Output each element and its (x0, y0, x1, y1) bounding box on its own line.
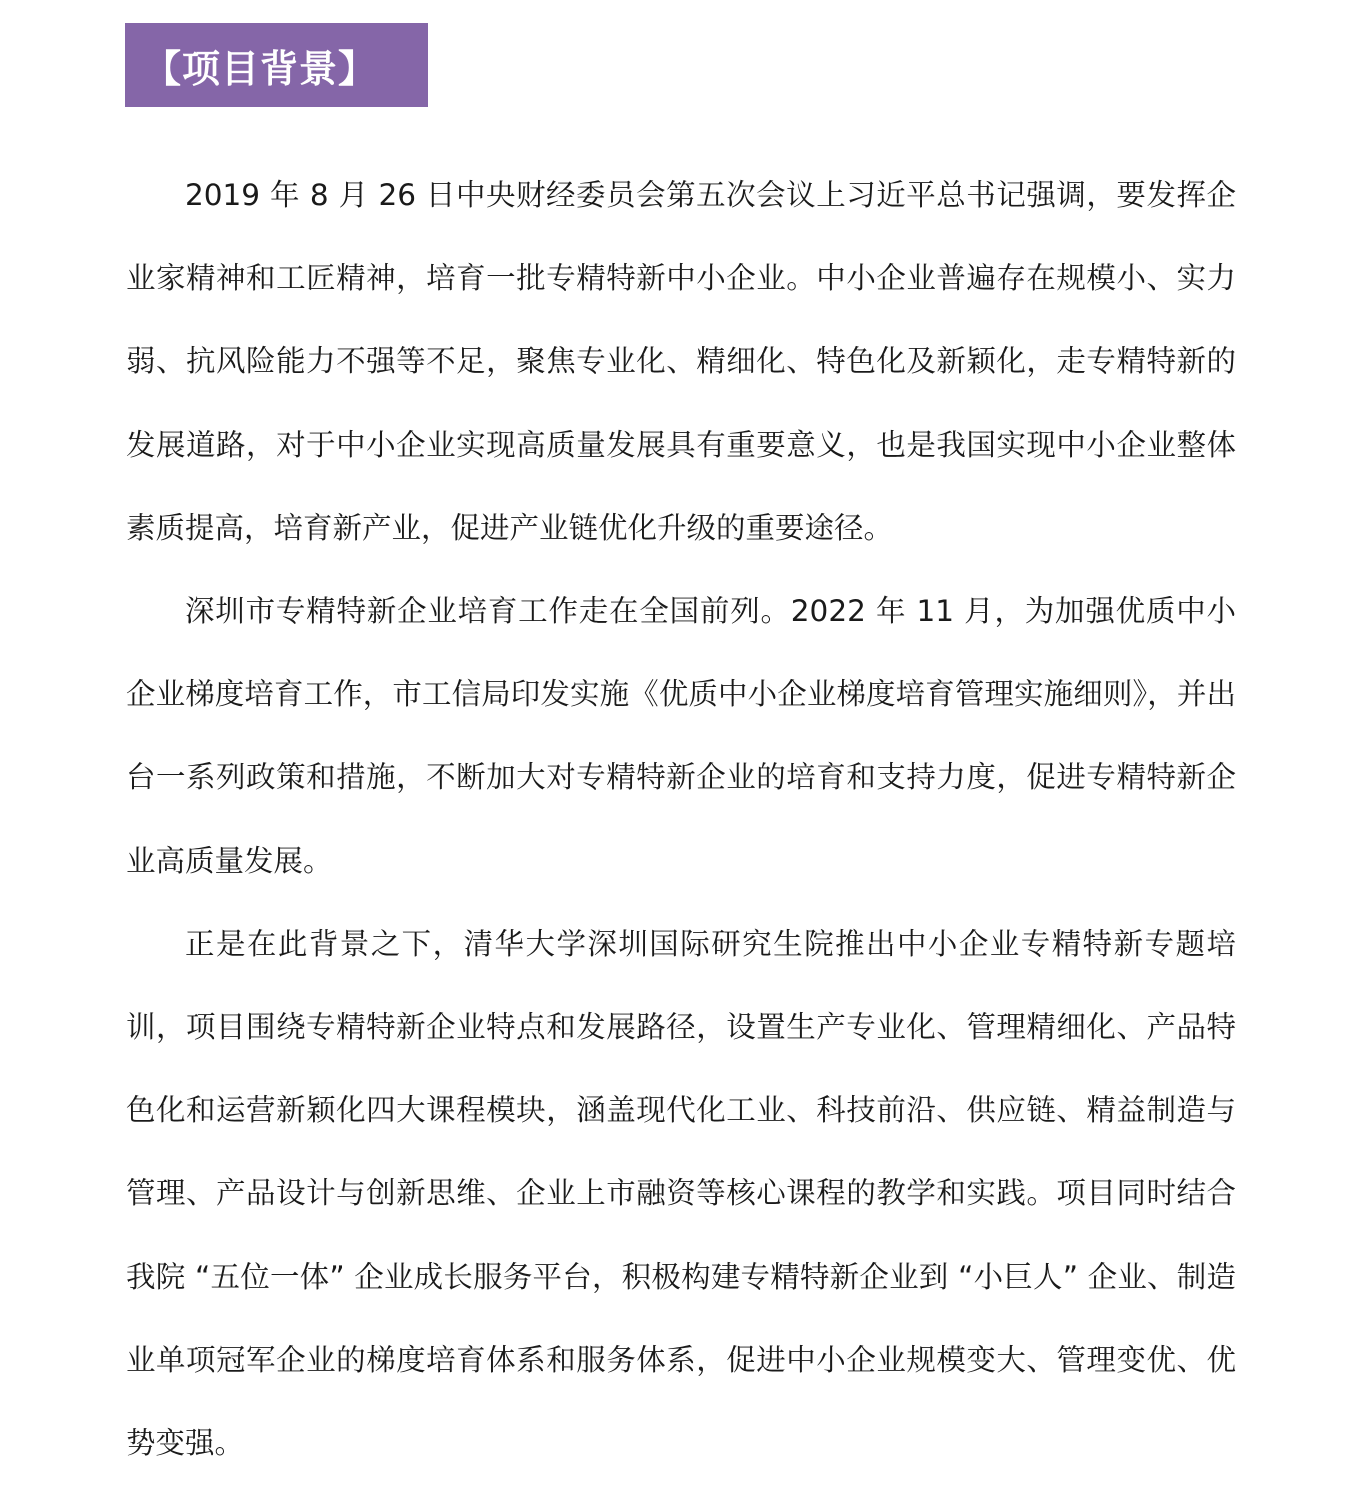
body-text (126, 154, 1236, 1485)
section-header (125, 23, 428, 107)
paragraph-shenzhen-cultivation: 深圳市专精特新企业培育工作走在全国前列。2022 年 11 月，为加强优质中小企业梯度培育工作，市工信局印发实施《优质中小企业梯度培育管理实施细则》，并出台一系列政策和措施，不断加大对专精特新企业的培育和支持力度，促进专精特新企业高质量发展。 (126, 594, 1236, 878)
paragraph-background-policy: 2019 年 8 月 26 日中央财经委员会第五次会议上习近平总书记强调，要发挥企业家精神和工匠精神，培育一批专精特新中小企业。中小企业普遍存在规模小、实力弱、抗风险能力不强等不足，聚焦专业化、精细化、特色化及新颖化，走专精特新的发展道路，对于中小企业实现高质量发展具有重要意义，也是我国实现中小企业整体素质提高，培育新产业，促进产业链优化升级的重要途径。 (126, 178, 1236, 545)
section-title: 【项目背景】 (143, 46, 378, 91)
paragraph-program-description: 正是在此背景之下，清华大学深圳国际研究生院推出中小企业专精特新专题培训，项目围绕专精特新企业特点和发展路径，设置生产专业化、管理精细化、产品特色化和运营新颖化四大课程模块，涵盖现代化工业、科技前沿、供应链、精益制造与管理、产品设计与创新思维、企业上市融资等核心课程的教学和实践。项目同时结合我院 “五位一体” 企业成长服务平台，积极构建专精特新企业到 “小巨人” 企业、制造业单项冠军企业的梯度培育体系和服务体系，促进中小企业规模变大、管理变优、优势变强。 (126, 926, 1236, 1461)
